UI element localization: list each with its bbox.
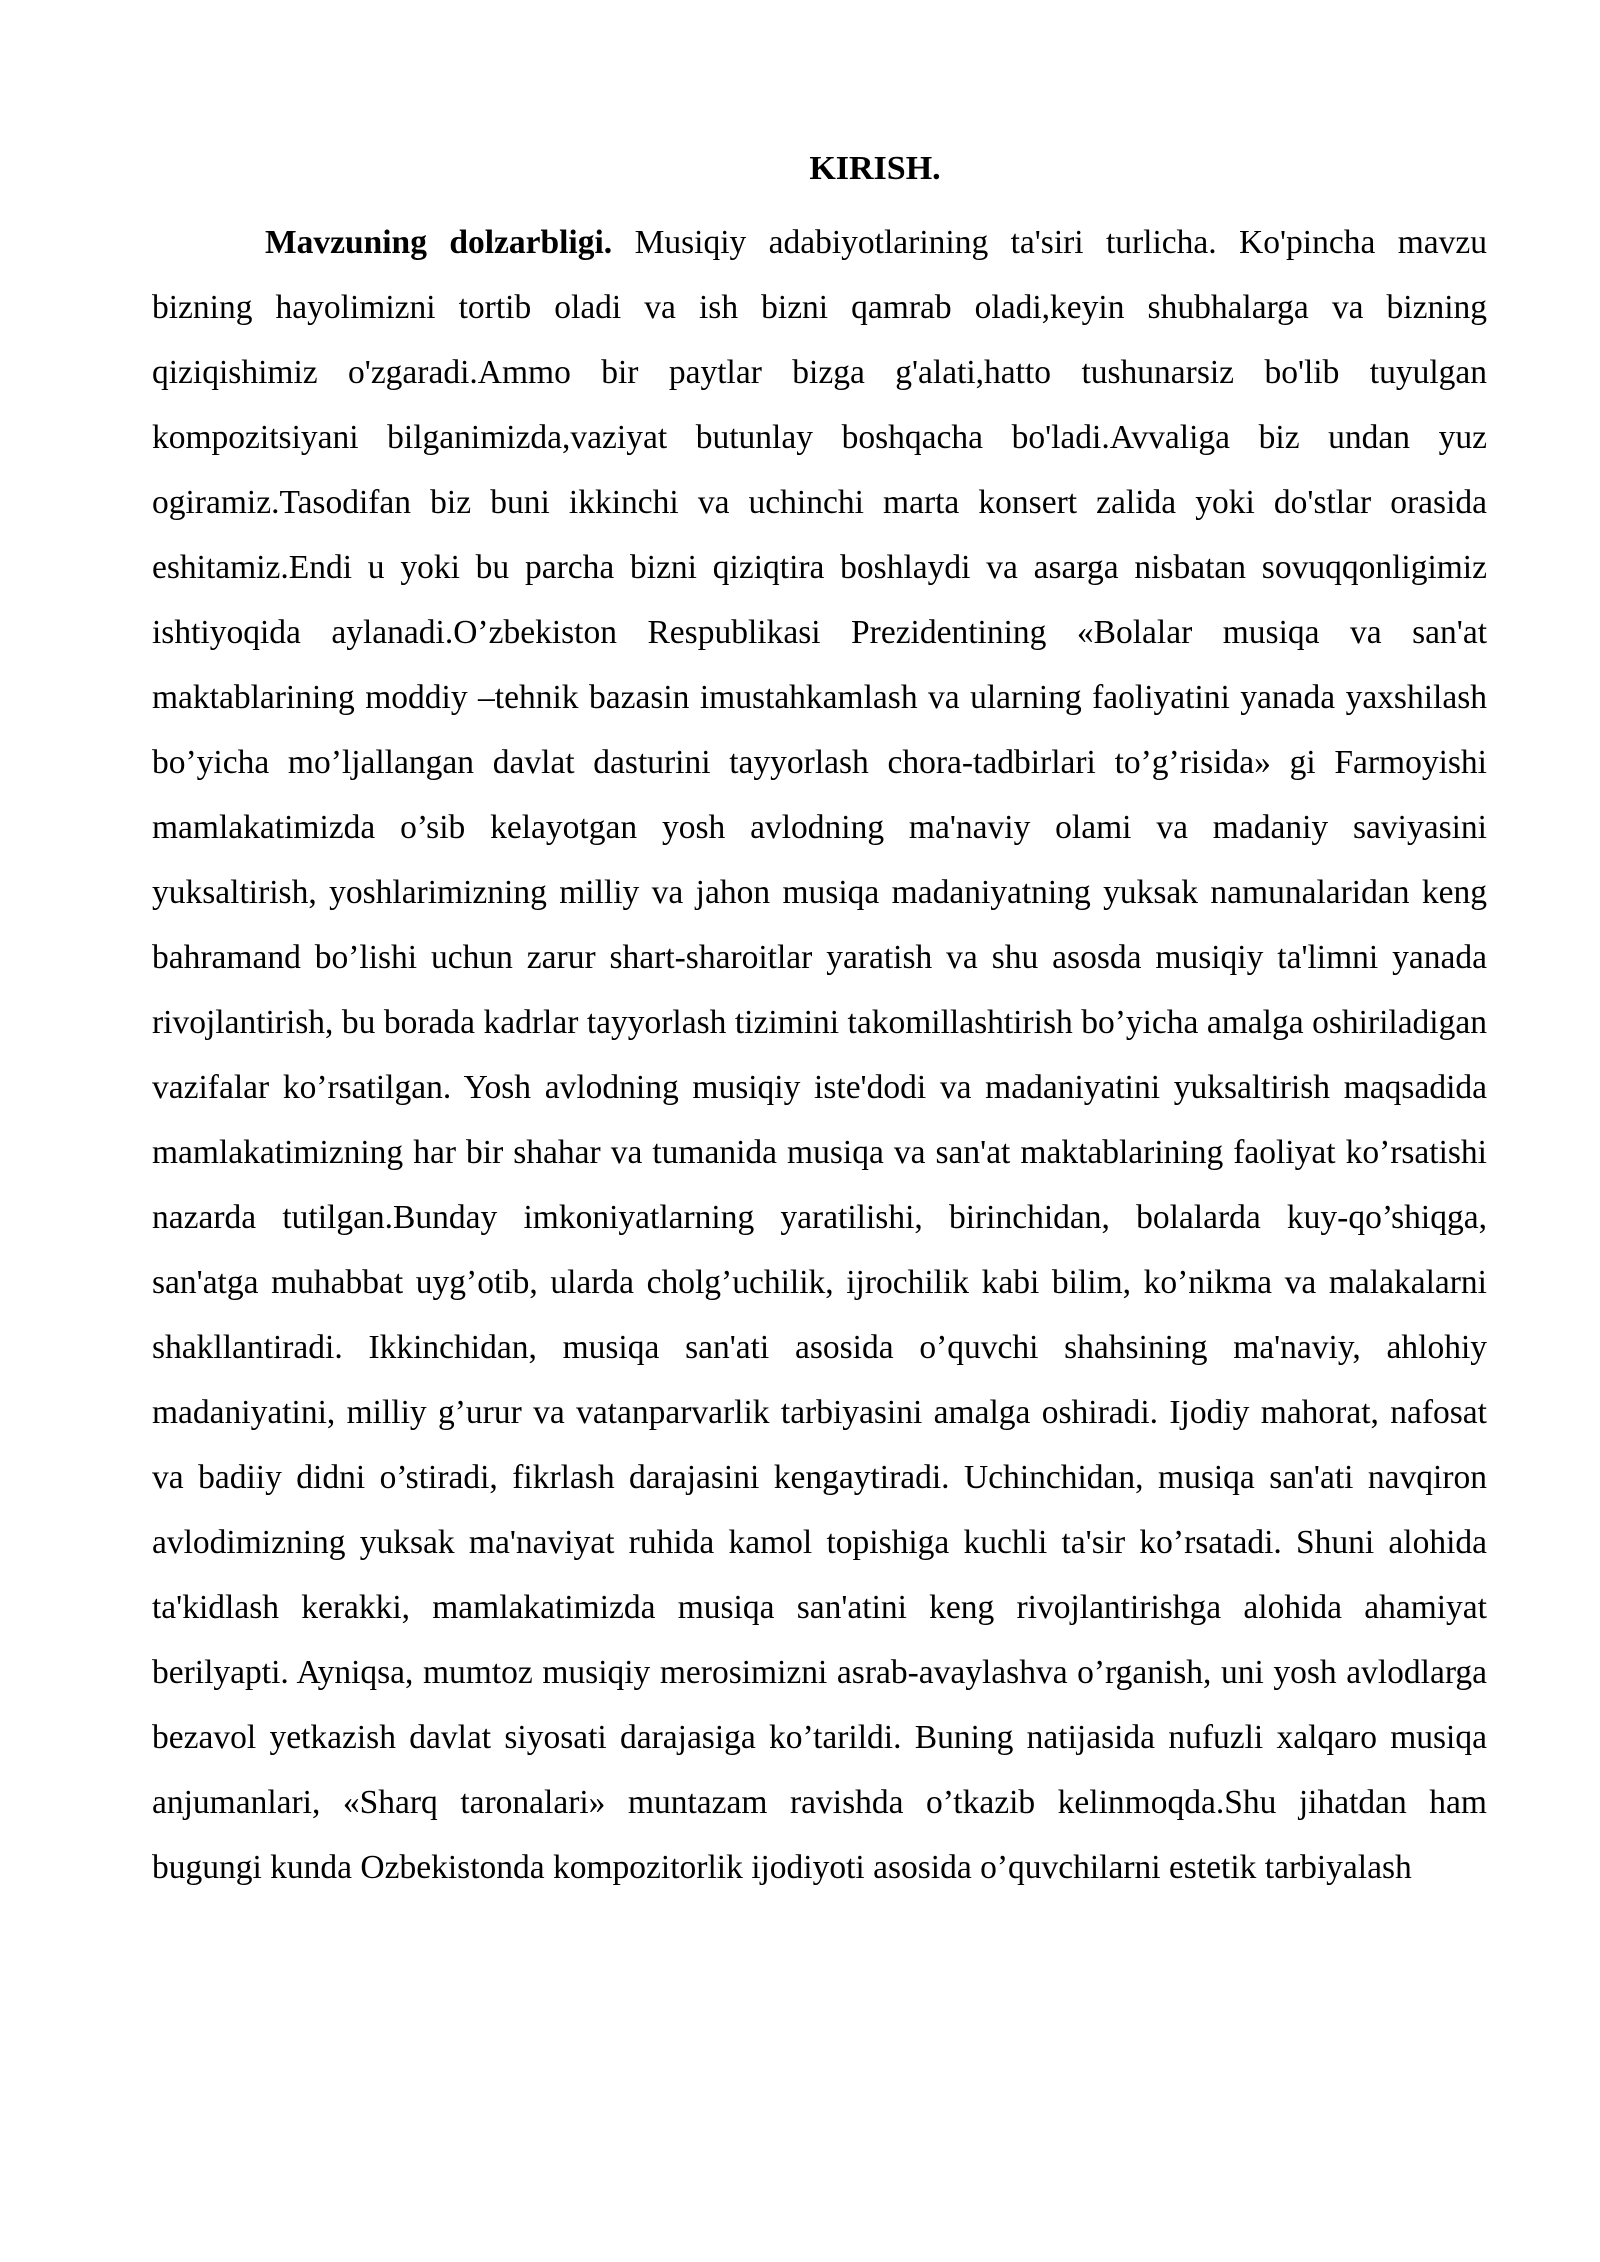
document-heading: KIRISH. xyxy=(809,150,941,187)
paragraph-text: Musiqiy adabiyotlarining ta'siri turlicha. Ko'pincha mavzu bizning hayolimizni tortib oladi va ish bizni qamrab oladi,keyin shubhalarga va bizning qiziqishimiz o'zgaradi.Ammo bir paytlar bizga g'alati,hatto tushunarsiz bo'lib tuyulgan kompozitsiyani bilganimizda,vaziyat butunlay boshqacha bo'ladi.Avvaliga biz undan yuz ogiramiz.Tasodifan biz buni ikkinchi va uchinchi marta konsert zalida yoki do'stlar orasida eshitamiz.Endi u yoki bu parcha bizni qiziqtira boshlaydi va asarga nisbatan sovuqqonligimiz ishtiyoqida aylanadi.O’zbekiston Respublikasi Prezidentining «Bolalar musiqa va san'at maktablarining moddiy –tehnik bazasin imustahkamlash va ularning faoliyatini yanada yaxshilash bo’yicha mo’ljallangan davlat dasturini tayyorlash chora-tadbirlari to’g’risida» gi Farmoyishi mamlakatimizda o’sib kelayotgan yosh avlodning ma'naviy olami va madaniy saviyasini yuksaltirish, yoshlarimizning milliy va jahon musiqa madaniyatning yuksak namunalaridan keng bahramand bo’lishi uchun zarur shart-sharoitlar yaratish va shu asosda musiqiy ta'limni yanada rivojlantirish, bu borada kadrlar tayyorlash tizimini takomillashtirish bo’yicha amalga oshiriladigan vazifalar ko’rsatilgan. Yosh avlodning musiqiy iste'dodi va madaniyatini yuksaltirish maqsadida mamlakatimizning har bir shahar va tumanida musiqa va san'at maktablarining faoliyat ko’rsatishi nazarda tutilgan.Bunday imkoniyatlarning yaratilishi, birinchidan, bolalarda kuy-qo’shiqga, san'atga muhabbat uyg’otib, ularda cholg’uchilik, ijrochilik kabi bilim, ko’nikma va malakalarni shakllantiradi. Ikkinchidan, musiqa san'ati asosida o’quvchi shahsining ma'naviy, ahlohiy madaniyatini, milliy g’urur va vatanparvarlik tarbiyasini amalga oshiradi. Ijodiy mahorat, nafosat va badiiy didni o’stiradi, fikrlash darajasini kengaytiradi. Uchinchidan, musiqa san'ati navqiron avlodimizning yuksak ma'naviyat ruhida kamol topishiga kuchli ta'sir ko’rsatadi. Shuni alohida ta'kidlash kerakki, mamlakatimizda musiqa san'atini keng rivojlantirishga alohida ahamiyat berilyapti. Ayniqsa, mumtoz musiqiy merosimizni asrab-avaylashva o’rganish, uni yosh avlodlarga bezavol yetkazish davlat siyosati darajasiga ko’tarildi. Buning natijasida nufuzli xalqaro musiqa anjumanlari, «Sharq taronalari» muntazam ravishda o’tkazib kelinmoqda.Shu jihatdan ham bugungi kunda Ozbekistonda kompozitorlik ijodiyoti asosida o’quvchilarni estetik tarbiyalash xyxy=(152,224,1487,1886)
body-paragraph xyxy=(152,210,1487,1900)
paragraph-lead: Mavzuning dolzarbligi. xyxy=(265,224,613,261)
